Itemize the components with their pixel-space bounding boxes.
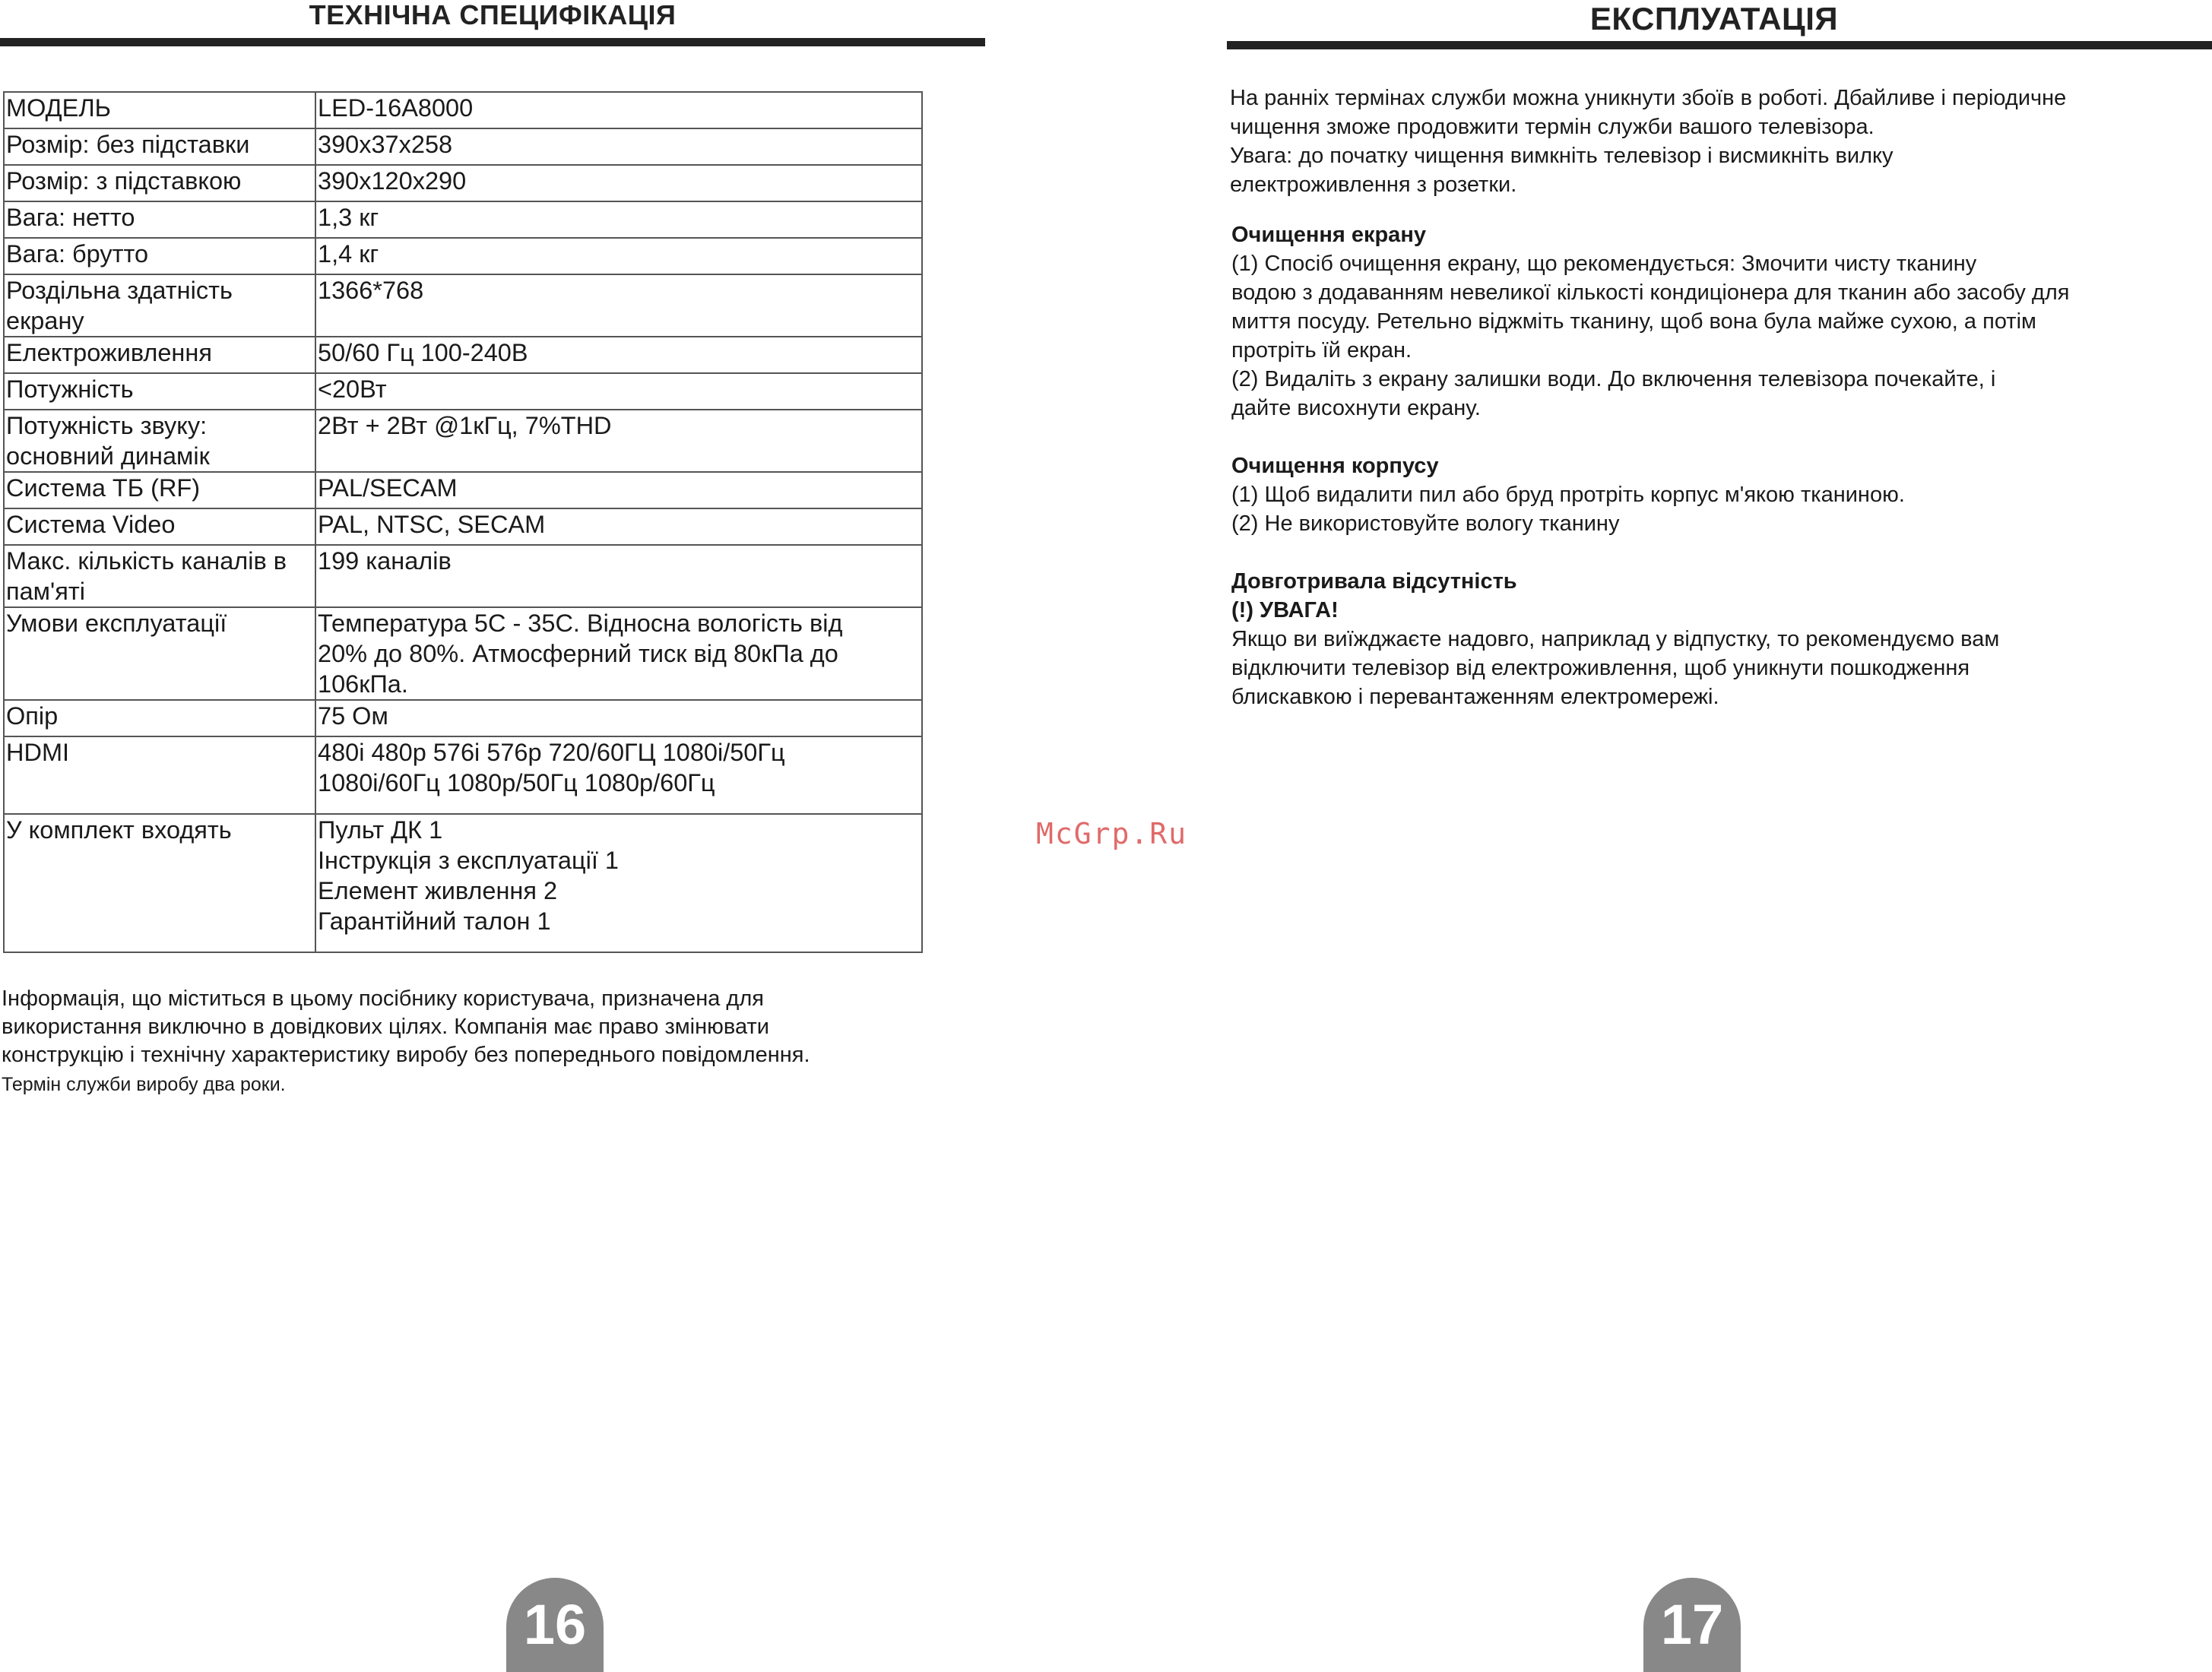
page-title-spec: ТЕХНІЧНА СПЕЦИФІКАЦІЯ — [309, 0, 677, 30]
spec-value-line: 390x37x258 — [318, 131, 453, 158]
spec-label — [4, 545, 315, 607]
spec-label-line: Умови експлуатації — [6, 610, 227, 637]
spec-value-line: 480i 480p 576i 576p 720/60ГЦ 1080i/50Гц — [318, 739, 785, 766]
spec-label — [4, 201, 315, 238]
spec-label — [4, 736, 315, 814]
spec-value-line: Пульт ДК 1 — [318, 816, 443, 844]
section-line: (1) Щоб видалити пил або бруд протріть корпус м'якою тканиною. — [1231, 483, 1905, 507]
spec-row — [4, 373, 922, 410]
spec-row — [4, 128, 922, 165]
spec-value-line: Температура 5С - 35С. Відносна вологість від — [318, 610, 843, 637]
spec-label-line: основний динамік — [6, 442, 210, 470]
section-screen-cleaning — [1231, 220, 2212, 423]
spec-value-line: PAL/SECAM — [318, 474, 458, 502]
spec-label-line: Макс. кількість каналів в — [6, 547, 287, 575]
spec-row — [4, 508, 922, 545]
spec-label-line: Розмір: з підставкою — [6, 167, 242, 195]
page-title-operation: ЕКСПЛУАТАЦІЯ — [1589, 1, 1839, 36]
spec-label-line: Роздільна здатність — [6, 277, 233, 304]
section-heading: Очищення корпусу — [1231, 454, 1439, 478]
spec-label-line: У комплект входять — [6, 816, 232, 844]
spec-row — [4, 814, 922, 952]
spec-value — [315, 165, 922, 201]
spec-value-line: 1366*768 — [318, 277, 424, 304]
section-line: відключити телевізор від електроживлення, щоб уникнути пошкодження — [1231, 656, 1970, 680]
spec-value-line: 2Вт + 2Вт @1кГц, 7%THD — [318, 412, 612, 439]
spec-row — [4, 238, 922, 274]
section-line: (2) Видаліть з екрану залишки води. До включення телевізора почекайте, і — [1231, 367, 1996, 391]
spec-label-line: Система Video — [6, 511, 176, 538]
spec-label-line: Вага: брутто — [6, 240, 149, 268]
spec-row — [4, 472, 922, 508]
spec-value — [315, 373, 922, 410]
spec-value — [315, 545, 922, 607]
spec-row — [4, 92, 922, 128]
spec-row — [4, 736, 922, 814]
spec-label — [4, 700, 315, 736]
intro-line: Увага: до початку чищення вимкніть телевізор і висмикніть вилку — [1230, 144, 1894, 168]
spec-label-line: HDMI — [6, 739, 70, 766]
spec-value-line: 50/60 Гц 100-240В — [318, 339, 528, 366]
section-line: водою з додаванням невеликої кількості кондиціонера для тканин або засобу для — [1231, 280, 2070, 305]
section-line: (2) Не використовуйте вологу тканину — [1231, 511, 1620, 536]
section-line: блискавкою і перевантаженням електромережі. — [1231, 685, 1719, 709]
spec-label — [4, 128, 315, 165]
section-heading: Очищення екрану — [1231, 223, 1426, 247]
spec-value-line: Гарантійний талон 1 — [318, 907, 551, 935]
spec-value-line: 1,4 кг — [318, 240, 379, 268]
spec-value-line: 1080i/60Гц 1080p/50Гц 1080p/60Гц — [318, 769, 715, 796]
spec-row — [4, 201, 922, 238]
spec-value — [315, 337, 922, 373]
spec-label — [4, 274, 315, 337]
spec-row — [4, 607, 922, 700]
spec-value-line: 20% до 80%. Атмосферний тиск від 80кПа до — [318, 640, 838, 667]
disclaimer-line: конструкцію і технічну характеристику виробу без попереднього повідомлення. — [2, 1043, 810, 1067]
intro-paragraph — [1230, 84, 2212, 199]
disclaimer-line: Інформація, що міститься в цьому посібнику користувача, призначена для — [2, 986, 764, 1011]
spec-label-line: МОДЕЛЬ — [6, 94, 111, 122]
spec-value — [315, 410, 922, 472]
spec-value-line: 390x120x290 — [318, 167, 467, 195]
spec-label — [4, 92, 315, 128]
title-rule — [1227, 41, 2212, 49]
spec-value-line: 1,3 кг — [318, 204, 379, 231]
spec-value — [315, 128, 922, 165]
spec-label — [4, 238, 315, 274]
service-life-note: Термін служби виробу два роки. — [2, 1074, 286, 1095]
intro-line: електроживлення з розетки. — [1230, 173, 1517, 197]
spec-label-line: Система ТБ (RF) — [6, 474, 201, 502]
warning-label: (!) УВАГА! — [1231, 598, 1339, 622]
spec-value — [315, 700, 922, 736]
section-line: миття посуду. Ретельно віджміть тканину, щоб вона була майже сухою, а потім — [1231, 309, 2036, 334]
spec-row — [4, 337, 922, 373]
spec-row — [4, 545, 922, 607]
spec-value-line: Елемент живлення 2 — [318, 877, 558, 904]
spec-value-line: PAL, NTSC, SECAM — [318, 511, 546, 538]
section-case-cleaning — [1231, 451, 2212, 538]
spec-label — [4, 337, 315, 373]
spec-value — [315, 274, 922, 337]
spec-row — [4, 700, 922, 736]
spec-value — [315, 607, 922, 700]
page-number: 17 — [1643, 1578, 1741, 1672]
page-17 — [1216, 0, 2212, 1672]
spec-row — [4, 165, 922, 201]
spec-label-line: Вага: нетто — [6, 204, 135, 231]
spec-label — [4, 410, 315, 472]
section-line: Якщо ви виїжджаєте надовго, наприклад у відпустку, то рекомендуємо вам — [1231, 627, 2000, 651]
spec-value-line: <20Вт — [318, 375, 387, 403]
section-long-absence — [1231, 567, 2212, 711]
watermark: McGrp.Ru — [1036, 817, 1188, 850]
spec-label-line: Потужність звуку: — [6, 412, 208, 439]
spec-label — [4, 373, 315, 410]
spec-value-line: LED-16A8000 — [318, 94, 474, 122]
spec-label-line: Розмір: без підставки — [6, 131, 250, 158]
page-16 — [0, 0, 1064, 1672]
spec-value — [315, 92, 922, 128]
spec-label-line: Опір — [6, 702, 59, 730]
section-heading: Довготривала відсутність — [1231, 569, 1517, 594]
spec-value-line: Інструкція з експлуатації 1 — [318, 847, 619, 874]
spec-label-line: Електроживлення — [6, 339, 212, 366]
intro-line: чищення зможе продовжити термін служби вашого телевізора. — [1230, 115, 1874, 139]
intro-line: На ранніх термінах служби можна уникнути збоїв в роботі. Дбайливе і періодичне — [1230, 86, 2067, 110]
spec-value — [315, 736, 922, 814]
spec-label — [4, 607, 315, 700]
spec-value-line: 106кПа. — [318, 670, 408, 698]
spec-table — [3, 91, 923, 953]
operation-body — [1230, 84, 2212, 740]
spec-label — [4, 508, 315, 545]
spec-label-line: екрану — [6, 307, 84, 334]
section-line: (1) Спосіб очищення екрану, що рекомендується: Змочити чисту тканину — [1231, 252, 1977, 276]
spec-row — [4, 274, 922, 337]
spec-value — [315, 238, 922, 274]
spec-value-line: 199 каналів — [318, 547, 452, 575]
spec-label-line: Потужність — [6, 375, 134, 403]
spec-value — [315, 201, 922, 238]
spec-label — [4, 472, 315, 508]
spec-label — [4, 814, 315, 952]
disclaimer — [2, 985, 929, 1100]
disclaimer-line: використання виключно в довідкових цілях. Компанія має право змінювати — [2, 1015, 769, 1039]
page-number: 16 — [506, 1578, 604, 1672]
section-line: протріть їй екран. — [1231, 338, 1412, 363]
spec-value — [315, 508, 922, 545]
spec-value-line: 75 Ом — [318, 702, 388, 730]
title-rule — [0, 38, 985, 46]
spec-value — [315, 814, 922, 952]
spec-row — [4, 410, 922, 472]
spec-label-line: пам'яті — [6, 578, 85, 605]
spec-value — [315, 472, 922, 508]
spec-label — [4, 165, 315, 201]
section-line: дайте висохнути екрану. — [1231, 396, 1481, 420]
